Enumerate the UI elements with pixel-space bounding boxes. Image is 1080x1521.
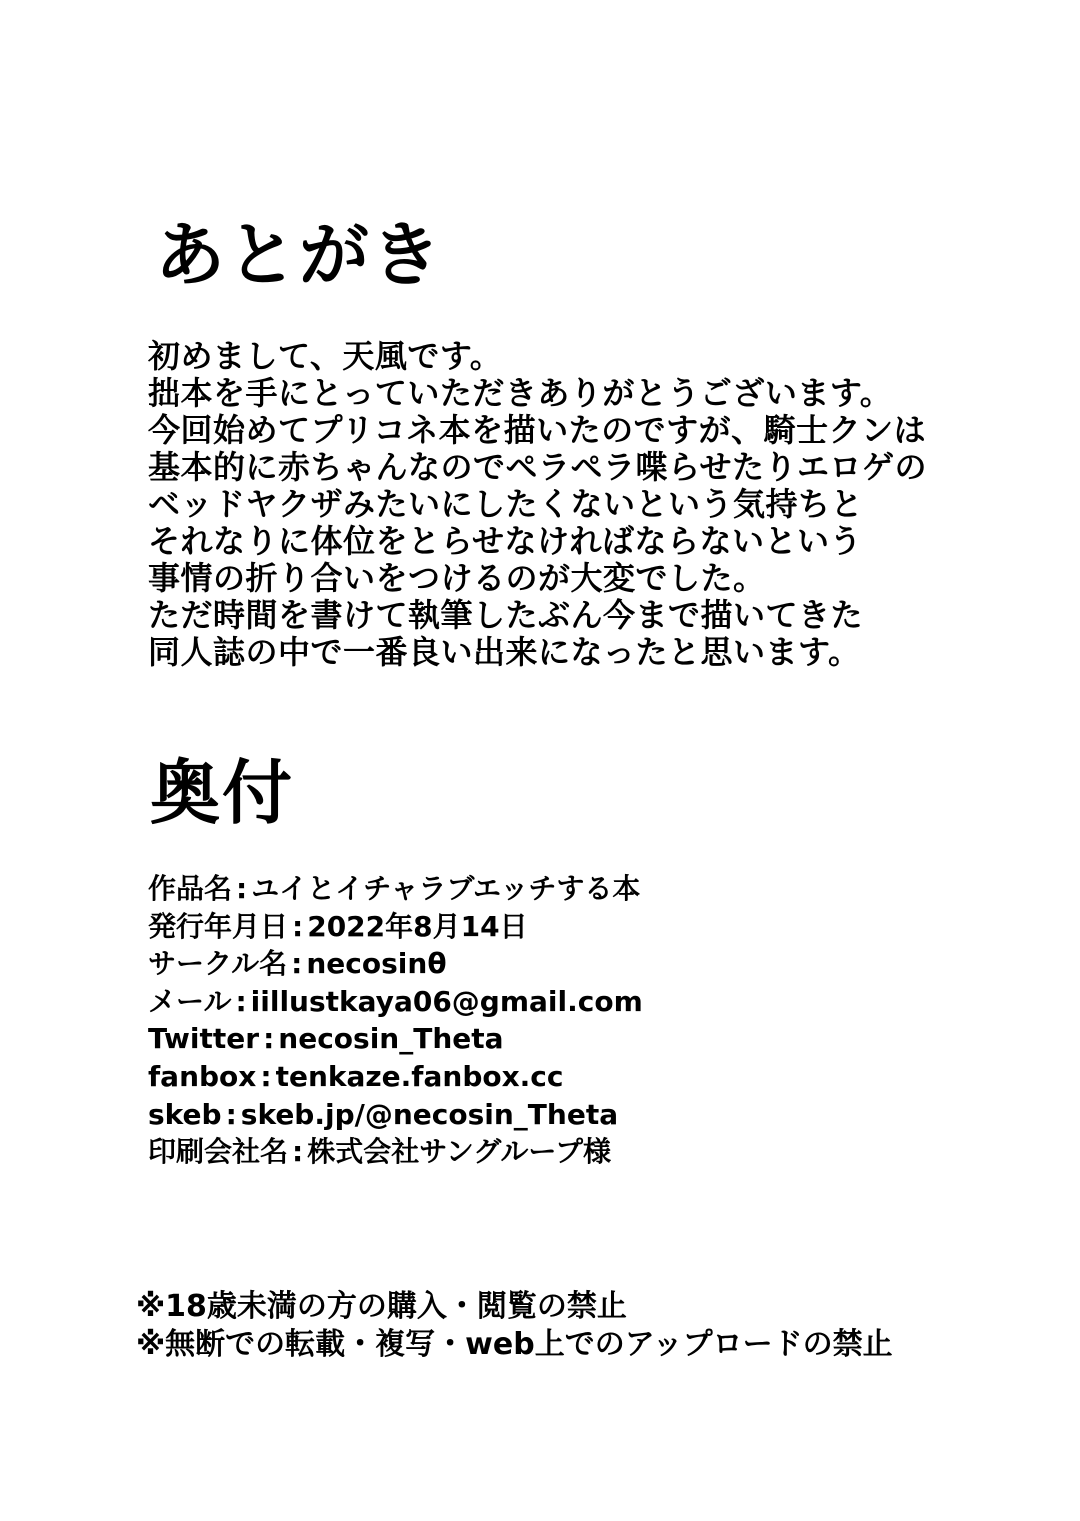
colophon-value: tenkaze.fanbox.cc [275, 1059, 564, 1093]
colophon-separator: : [291, 947, 303, 981]
notices [136, 1288, 1056, 1364]
colophon-label: skeb [148, 1097, 222, 1131]
colophon-value: skeb.jp/@necosin_Theta [240, 1097, 619, 1131]
colophon-value: iillustkaya06@gmail.com [250, 984, 643, 1018]
colophon-value: ユイとイチャラブエッチする本 [251, 872, 641, 905]
afterword-line: ただ時間を書けて執筆したぶん今まで描いてきた [148, 596, 864, 634]
colophon-info [148, 870, 1048, 1171]
colophon-separator: : [225, 1097, 237, 1131]
afterword-line: 今回始めてプリコネ本を描いたのですが、騎士クンは [148, 411, 927, 449]
afterword-line: 事情の折り合いをつけるのが大変でした。 [148, 559, 766, 597]
colophon-separator: : [236, 872, 248, 905]
afterword-line: 基本的に赤ちゃんなのでペラペラ喋らせたりエロゲの [148, 448, 928, 486]
colophon-item-title [148, 870, 1048, 908]
colophon-value: necosinθ [306, 947, 447, 981]
afterword-line: それなりに体位をとらせなければならないという [148, 522, 863, 560]
colophon-separator: : [292, 1135, 304, 1169]
notice-no-reproduction: ※無断での転載・複写・web上でのアップロードの禁止 [136, 1327, 893, 1362]
colophon-value: 2022年8月14日 [307, 909, 528, 943]
afterword-line: 拙本を手にとっていただきありがとうございます。 [148, 374, 893, 412]
notice-age-restriction: ※18歳未満の方の購入・閲覧の禁止 [136, 1289, 627, 1324]
colophon-item-mail [148, 983, 1048, 1021]
colophon-label: メール [148, 984, 232, 1018]
colophon-label: 印刷会社名 [148, 1135, 289, 1169]
afterword-line: ベッドヤクザみたいにしたくないという気持ちと [148, 485, 864, 523]
colophon-label: fanbox [148, 1059, 257, 1093]
afterword-body [148, 338, 1048, 671]
afterword-line: 同人誌の中で一番良い出来になったと思います。 [148, 633, 861, 671]
colophon-item-twitter [148, 1020, 1048, 1058]
colophon-separator: : [263, 1022, 275, 1056]
colophon-value: 株式会社サングループ様 [307, 1135, 612, 1169]
colophon-label: サークル名 [148, 947, 288, 981]
colophon-item-circle [148, 945, 1048, 983]
colophon-separator: : [260, 1059, 272, 1093]
colophon-label: 作品名 [148, 872, 233, 905]
colophon-item-fanbox [148, 1058, 1048, 1096]
colophon-title: 奥付 [150, 752, 294, 834]
colophon-item-date [148, 908, 1048, 946]
afterword-title: あとがき [155, 214, 443, 296]
colophon-item-printer [148, 1133, 1048, 1171]
colophon-label: 発行年月日 [148, 909, 289, 943]
colophon-label: Twitter [148, 1022, 260, 1056]
colophon-value: necosin_Theta [278, 1022, 504, 1056]
colophon-separator: : [292, 909, 304, 943]
afterword-line: 初めまして、天風です。 [148, 337, 503, 375]
colophon-item-skeb [148, 1096, 1048, 1134]
colophon-separator: : [235, 984, 247, 1018]
